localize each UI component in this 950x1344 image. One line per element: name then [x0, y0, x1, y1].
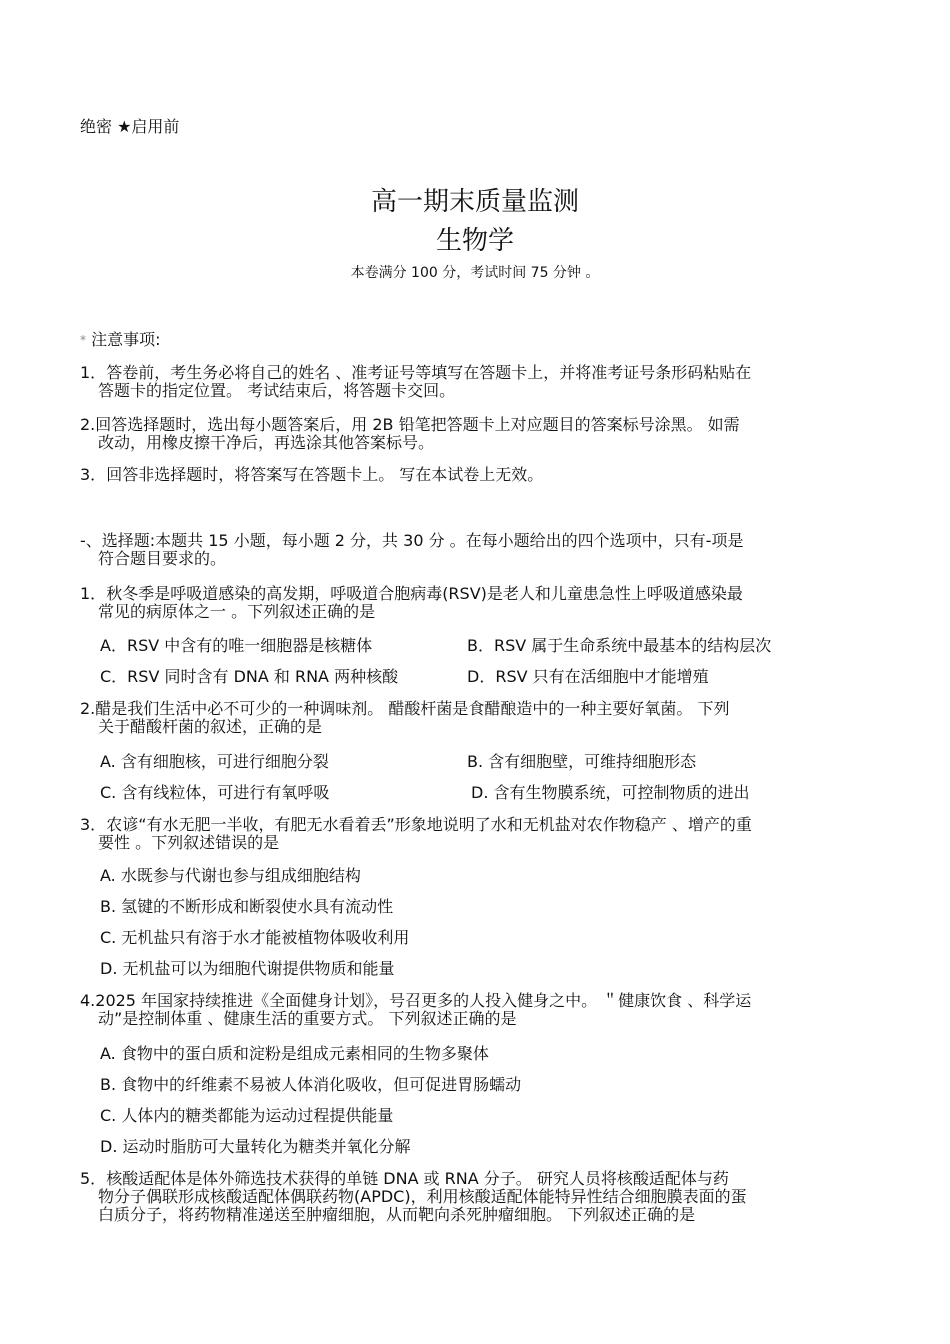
notice-heading: * 注意事项: [80, 330, 161, 349]
question-2-option-a: A. 含有细胞核，可进行细胞分裂 [100, 752, 329, 771]
question-1-option-a: A．RSV 中含有的唯一细胞器是核糖体 [100, 636, 373, 655]
question-3-option-b: B. 氢键的不断形成和断裂使水具有流动性 [100, 897, 394, 916]
section-heading: -、选择题:本题共 15 小题，每小题 2 分，共 30 分 。在每小题给出的四个选项中，只有-项是 符合题目要求的。 [80, 531, 744, 568]
question-4-option-a: A. 食物中的蛋白质和淀粉是组成元素相同的生物多聚体 [100, 1044, 489, 1063]
question-4-option-c: C. 人体内的糖类都能为运动过程提供能量 [100, 1106, 394, 1125]
question-4-option-b: B. 食物中的纤维素不易被人体消化吸收，但可促进胃肠蠕动 [100, 1075, 522, 1094]
question-2-option-d: D. 含有生物膜系统，可控制物质的进出 [471, 783, 750, 802]
notice-item-2: 2.回答选择题时，选出每小题答案后，用 2B 铅笔把答题卡上对应题目的答案标号涂黑。 如需 改动，用橡皮擦干净后，再选涂其他答案标号。 [80, 415, 740, 452]
question-5-stem: 5．核酸适配体是体外筛选技术获得的单链 DNA 或 RNA 分子。 研究人员将核酸适配体与药 物分子偶联形成核酸适配体偶联药物(APDC)，利用核酸适配体能特异性结合细胞膜表面的蛋 白质分子，将药物精准递送至肿瘤细胞，从而靶向杀死肿瘤细胞。 下列叙述正确的是 [80, 1169, 747, 1224]
question-1-option-c: C．RSV 同时含有 DNA 和 RNA 两种核酸 [100, 667, 399, 686]
confidential-label: 绝密 ★启用前 [80, 117, 180, 136]
question-1-option-d: D．RSV 只有在活细胞中才能增殖 [467, 667, 709, 686]
star-mark-icon: * [80, 333, 86, 347]
question-4-stem: 4.2025 年国家持续推进《全面健身计划》，号召更多的人投入健身之中。 ＂健康饮食 、科学运 动”是控制体重 、健康生活的重要方式。 下列叙述正确的是 [80, 991, 752, 1028]
question-4-option-d: D. 运动时脂肪可大量转化为糖类并氧化分解 [100, 1137, 411, 1156]
question-2-stem: 2.醋是我们生活中必不可少的一种调味剂。 醋酸杆菌是食醋酿造中的一种主要好氧菌。 下列 关于醋酸杆菌的叙述，正确的是 [80, 699, 730, 736]
notice-item-1: 1．答卷前，考生务必将自己的姓名 、准考证号等填写在答题卡上，并将准考证号条形码粘贴在 答题卡的指定位置。 考试结束后，将答题卡交回。 [80, 363, 752, 400]
notice-item-3: 3．回答非选择题时，将答案写在答题卡上。 写在本试卷上无效。 [80, 465, 544, 484]
question-3-option-d: D. 无机盐可以为细胞代谢提供物质和能量 [100, 959, 395, 978]
question-2-option-c: C. 含有线粒体，可进行有氧呼吸 [100, 783, 330, 802]
subject-title: 生物学 [435, 226, 514, 256]
question-3-option-c: C. 无机盐只有溶于水才能被植物体吸收利用 [100, 928, 410, 947]
question-2-option-b: B. 含有细胞壁，可维持细胞形态 [467, 752, 697, 771]
question-3-stem: 3．农谚“有水无肥一半收，有肥无水看着丢”形象地说明了水和无机盐对农作物稳产 、增产的重 要性 。下列叙述错误的是 [80, 815, 752, 852]
exam-info: 本卷满分 100 分，考试时间 75 分钟 。 [350, 265, 600, 281]
question-1-option-b: B．RSV 属于生命系统中最基本的结构层次 [467, 636, 772, 655]
question-1-stem: 1．秋冬季是呼吸道感染的高发期，呼吸道合胞病毒(RSV)是老人和儿童患急性上呼吸道感染最 常见的病原体之一 。下列叙述正确的是 [80, 584, 743, 621]
exam-title: 高一期末质量监测 [370, 187, 579, 217]
question-3-option-a: A. 水既参与代谢也参与组成细胞结构 [100, 866, 361, 885]
